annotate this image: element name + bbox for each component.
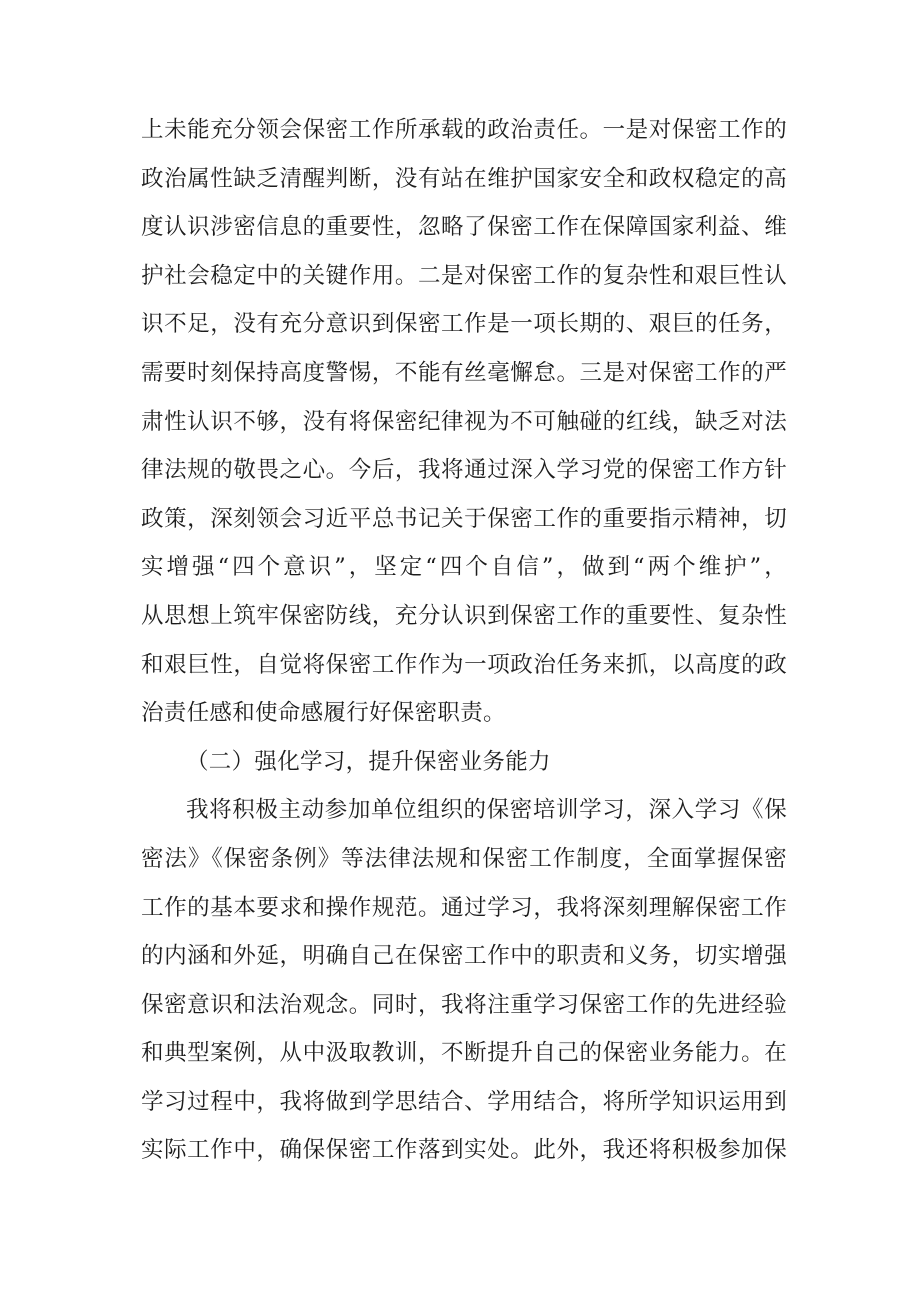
paragraph-political-responsibility (141, 106, 787, 738)
text-line: 保密意识和法治观念。同时，我将注重学习保密工作的先进经验 (141, 991, 787, 1018)
document-body (141, 106, 787, 1175)
text-line: 密法》《保密条例》等法律法规和保密工作制度，全面掌握保密 (141, 845, 787, 872)
text-line: 和典型案例，从中汲取教训，不断提升自己的保密业务能力。在 (141, 1040, 787, 1067)
text-line: 我将积极主动参加单位组织的保密培训学习，深入学习《保 (186, 797, 787, 824)
text-line: 和艰巨性，自觉将保密工作作为一项政治任务来抓，以高度的政 (141, 651, 787, 678)
text-line: 学习过程中，我将做到学思结合、学用结合，将所学知识运用到 (141, 1088, 787, 1115)
text-line: 需要时刻保持高度警惕，不能有丝毫懈怠。三是对保密工作的严 (141, 359, 787, 386)
text-line: 实际工作中，确保保密工作落到实处。此外，我还将积极参加保 (141, 1137, 787, 1164)
text-line: 护社会稳定中的关键作用。二是对保密工作的复杂性和艰巨性认 (141, 262, 787, 289)
text-line: 上未能充分领会保密工作所承载的政治责任。一是对保密工作的 (141, 117, 787, 143)
paragraph-strengthen-learning (141, 786, 787, 1175)
text-line: 度认识涉密信息的重要性，忽略了保密工作在保障国家利益、维 (141, 214, 787, 241)
text-line: 政策，深刻领会习近平总书记关于保密工作的重要指示精神，切 (141, 505, 787, 532)
text-line: 实增强“四个意识”，坚定“四个自信”，做到“两个维护”， (141, 554, 787, 581)
text-line: 治责任感和使命感履行好保密职责。 (141, 700, 506, 727)
text-line: 从思想上筑牢保密防线，充分认识到保密工作的重要性、复杂性 (141, 602, 787, 629)
text-line: 识不足，没有充分意识到保密工作是一项长期的、艰巨的任务， (141, 311, 787, 338)
text-line: 肃性认识不够，没有将保密纪律视为不可触碰的红线，缺乏对法 (141, 408, 787, 435)
text-line: 的内涵和外延，明确自己在保密工作中的职责和义务，切实增强 (141, 943, 787, 970)
section-heading: （二）强化学习，提升保密业务能力 (186, 748, 551, 775)
text-line: 工作的基本要求和操作规范。通过学习，我将深刻理解保密工作 (141, 894, 787, 921)
text-line: 律法规的敬畏之心。今后，我将通过深入学习党的保密工作方针 (141, 457, 787, 484)
text-line: 政治属性缺乏清醒判断，没有站在维护国家安全和政权稳定的高 (141, 165, 787, 192)
